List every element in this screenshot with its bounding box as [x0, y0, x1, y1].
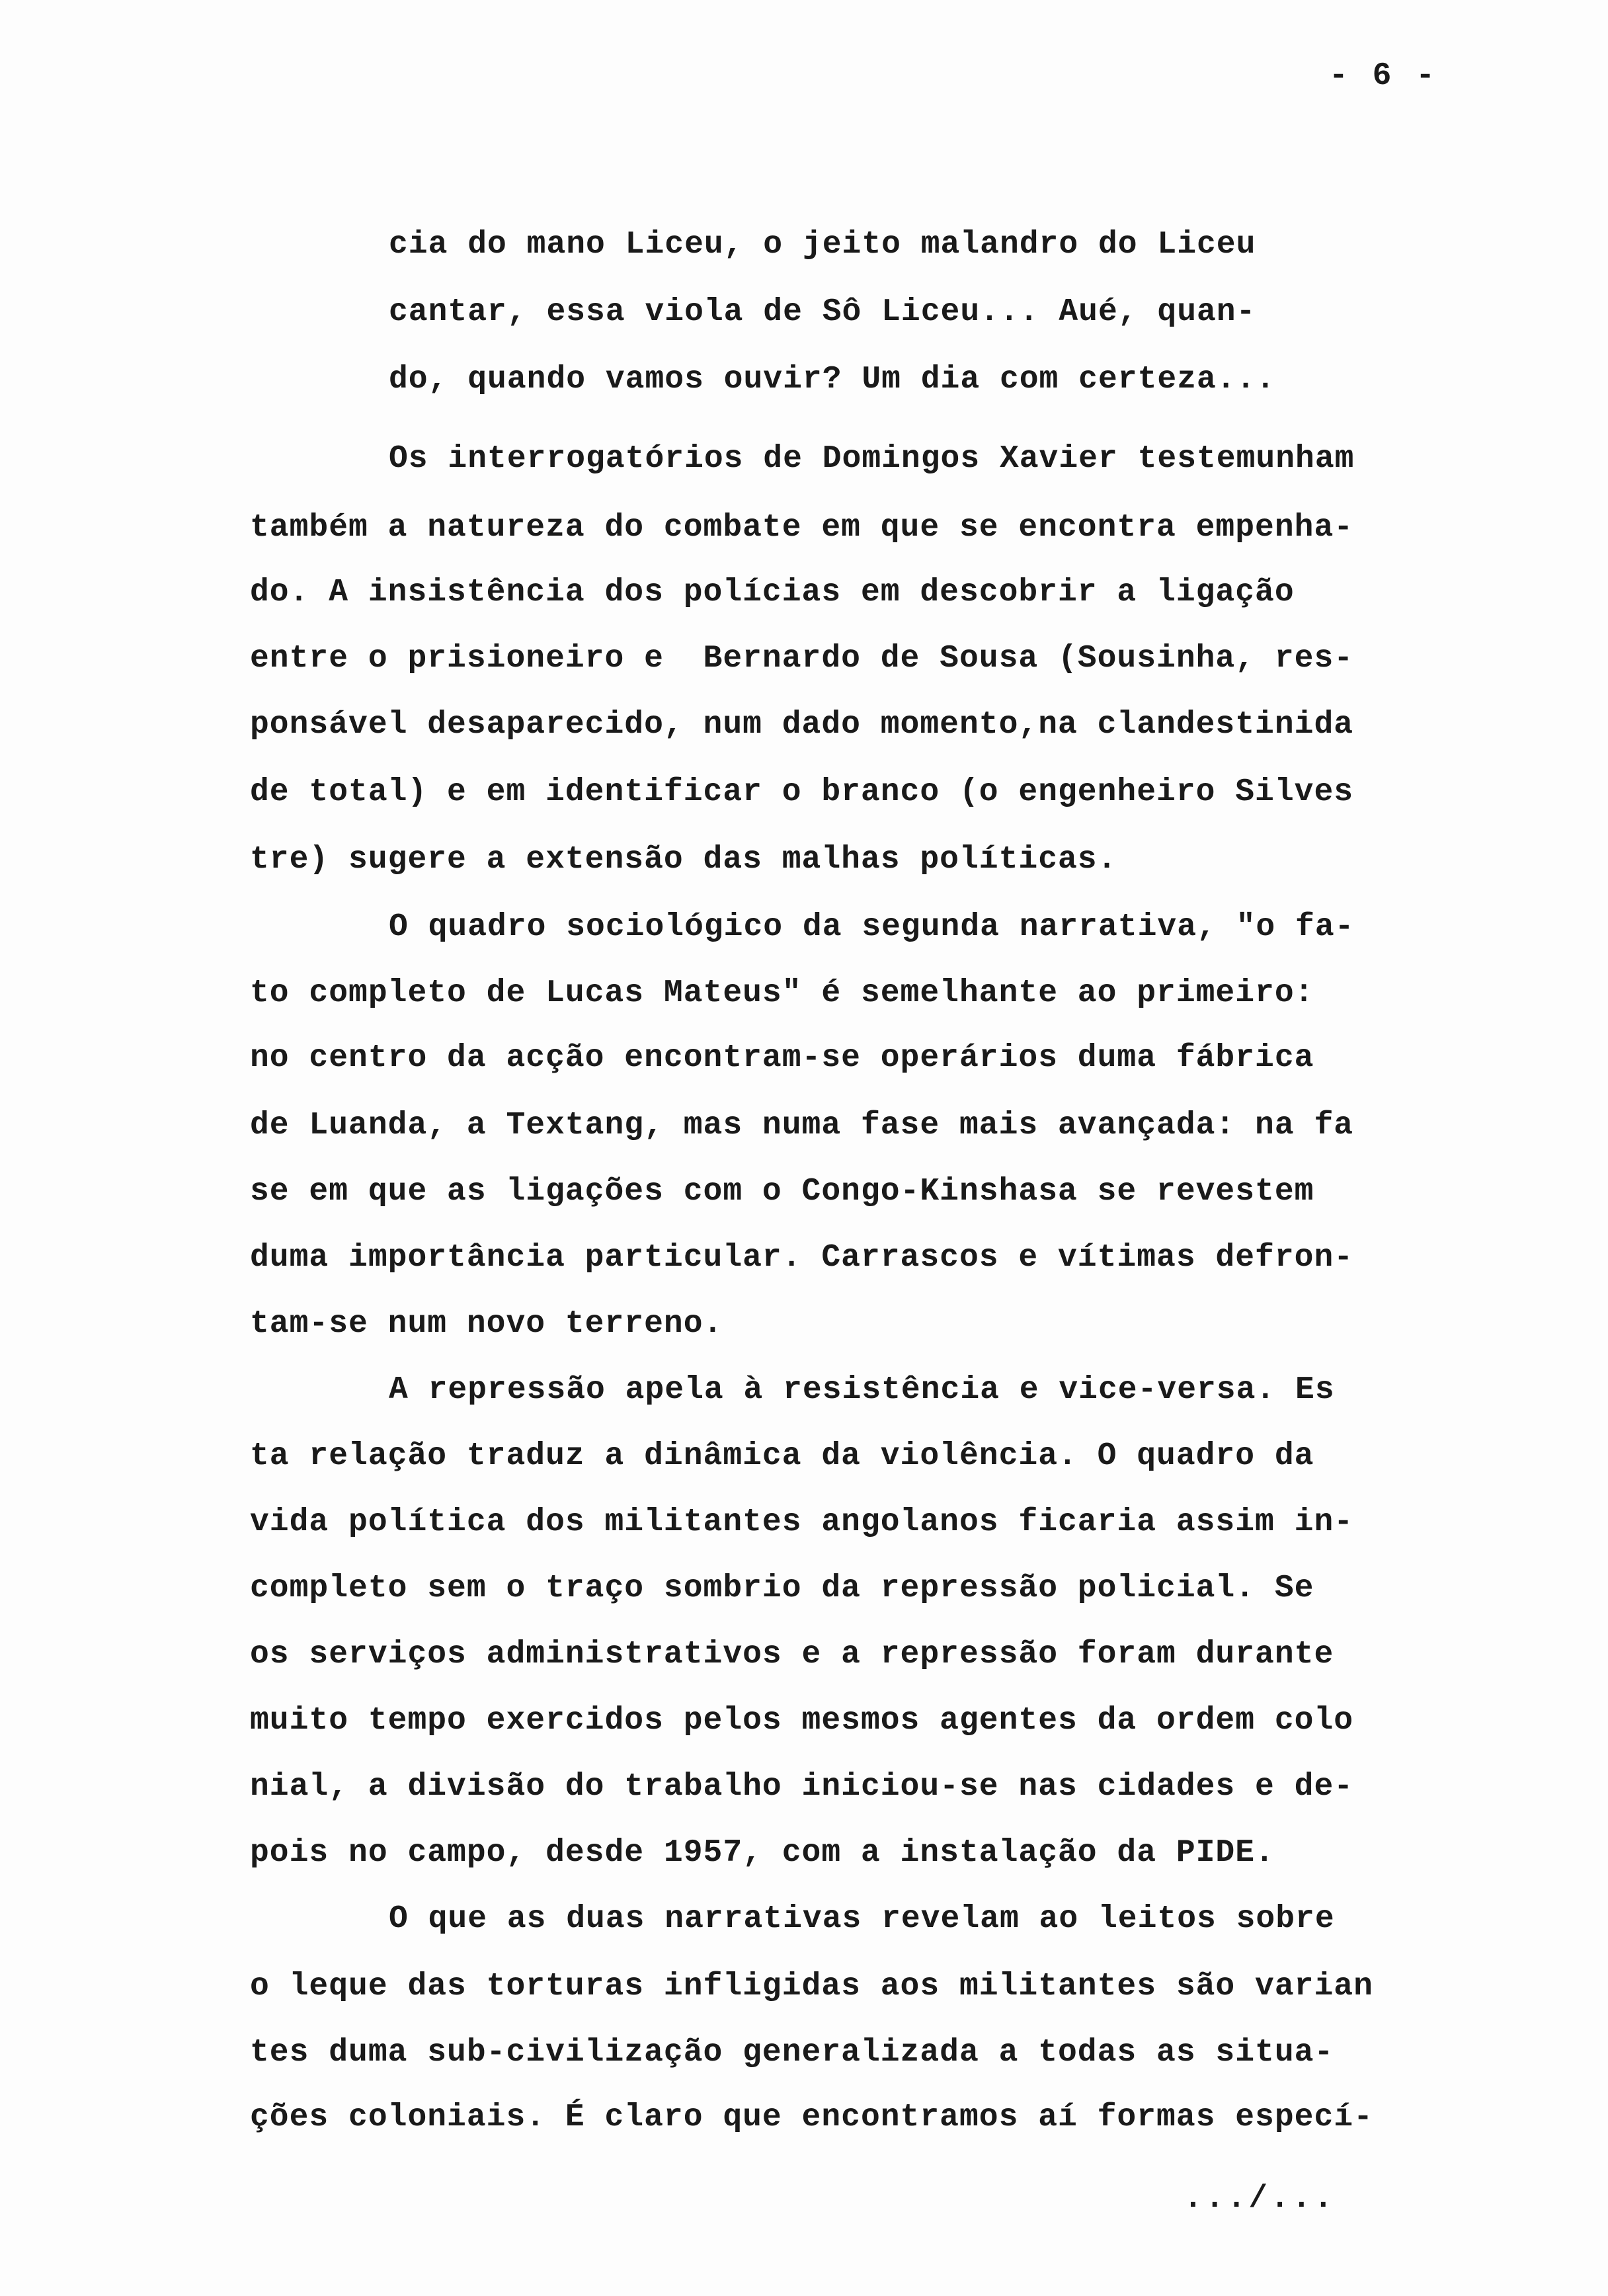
text-line: pois no campo, desde 1957, com a instalação da PIDE.	[250, 1835, 1275, 1871]
text-line: se em que as ligações com o Congo-Kinshasa se revestem	[250, 1174, 1314, 1210]
text-line: no centro da acção encontram-se operários duma fábrica	[250, 1040, 1314, 1076]
text-line: também a natureza do combate em que se encontra empenha-	[250, 510, 1354, 546]
text-line: vida política dos militantes angolanos ficaria assim in-	[250, 1504, 1354, 1540]
text-line: cia do mano Liceu, o jeito malandro do Liceu	[389, 227, 1256, 263]
text-line: muito tempo exercidos pelos mesmos agentes da ordem colo	[250, 1703, 1354, 1739]
text-line: ponsável desaparecido, num dado momento,na clandestinida	[250, 707, 1354, 743]
page-number: - 6 -	[1329, 58, 1438, 94]
continuation-marker: .../...	[1184, 2181, 1336, 2217]
text-line: completo sem o traço sombrio da repressão policial. Se	[250, 1571, 1314, 1606]
text-line: de total) e em identificar o branco (o engenheiro Silves	[250, 774, 1354, 810]
text-line: duma importância particular. Carrascos e vítimas defron-	[250, 1240, 1354, 1276]
text-line: o leque das torturas infligidas aos militantes são varian	[250, 1969, 1373, 2004]
text-line: do. A insistência dos polícias em descobrir a ligação	[250, 575, 1295, 610]
text-line: tam-se num novo terreno.	[250, 1306, 723, 1342]
text-line: entre o prisioneiro e Bernardo de Sousa (Sousinha, res-	[250, 641, 1354, 676]
text-line: os serviços administrativos e a repressão foram durante	[250, 1637, 1334, 1672]
text-line: ções coloniais. É claro que encontramos aí formas especí-	[250, 2100, 1373, 2135]
text-line: Os interrogatórios de Domingos Xavier testemunham	[389, 441, 1355, 477]
text-line: cantar, essa viola de Sô Liceu... Aué, quan-	[389, 294, 1256, 330]
text-line: tes duma sub-civilização generalizada a todas as situa-	[250, 2035, 1334, 2070]
text-line: O que as duas narrativas revelam ao leitos sobre	[389, 1901, 1335, 1937]
text-line: to completo de Lucas Mateus" é semelhante ao primeiro:	[250, 975, 1314, 1011]
text-line: de Luanda, a Textang, mas numa fase mais avançada: na fa	[250, 1108, 1354, 1143]
text-line: do, quando vamos ouvir? Um dia com certeza...	[389, 362, 1276, 397]
text-line: O quadro sociológico da segunda narrativa, "o fa-	[389, 909, 1355, 945]
text-line: nial, a divisão do trabalho iniciou-se nas cidades e de-	[250, 1769, 1354, 1805]
text-line: tre) sugere a extensão das malhas políticas.	[250, 842, 1117, 878]
text-line: A repressão apela à resistência e vice-versa. Es	[389, 1372, 1335, 1408]
text-line: ta relação traduz a dinâmica da violência. O quadro da	[250, 1438, 1314, 1474]
